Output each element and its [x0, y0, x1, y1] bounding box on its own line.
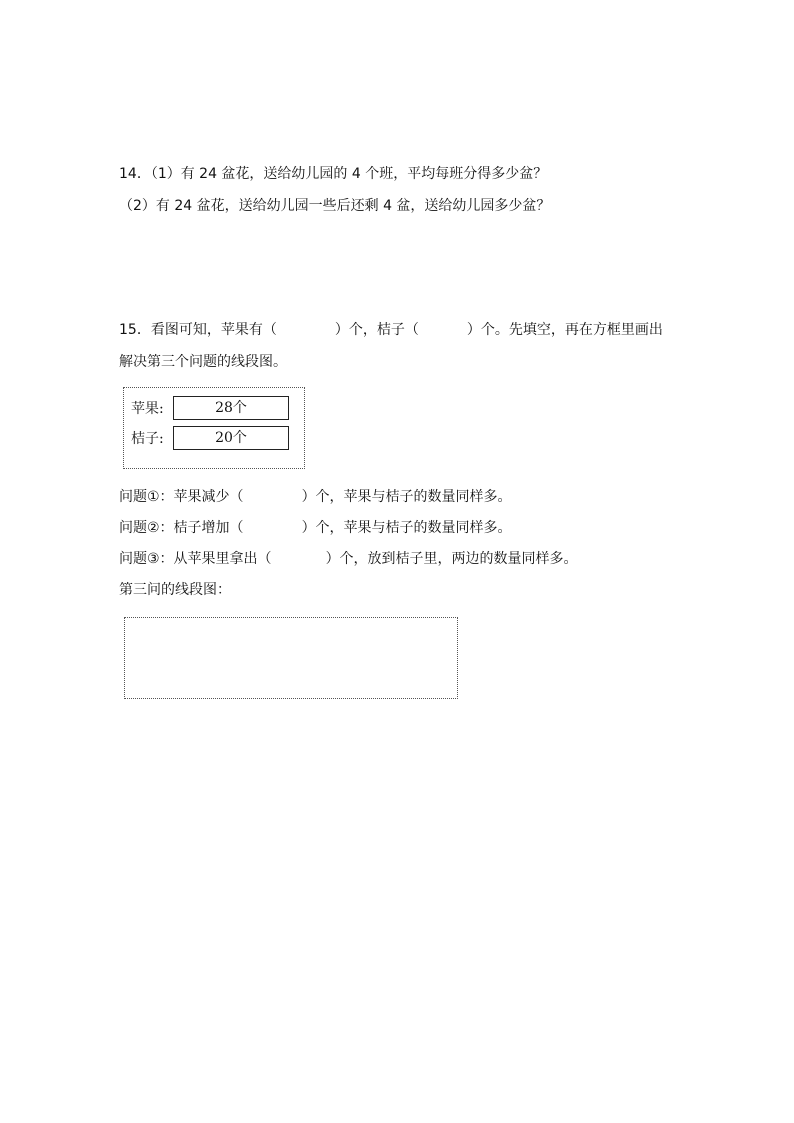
problem-1-text-b: ）个，苹果与桔子的数量同样多。	[301, 489, 512, 505]
problem-3	[119, 549, 578, 569]
problem-2-text-b: ）个，苹果与桔子的数量同样多。	[301, 520, 512, 536]
line-diagram-answer-box[interactable]	[124, 617, 458, 699]
question-15-line1	[119, 320, 663, 340]
q15-text-b: ）个，桔子（	[334, 322, 419, 338]
q15-text-a: 15．看图可知，苹果有（	[119, 322, 277, 338]
orange-bar: 20个	[173, 426, 289, 450]
apple-bar: 28个	[173, 396, 289, 420]
orange-label: 桔子:	[131, 431, 164, 447]
problem-1	[119, 487, 512, 507]
question-14-part2: （2）有 24 盆花，送给幼儿园一些后还剩 4 盆，送给幼儿园多少盆？	[119, 198, 551, 214]
problem-2-text-a: 问题②：桔子增加（	[119, 520, 244, 536]
problem-2	[119, 518, 512, 538]
q15-text-c: ）个。先填空，再在方框里画出	[466, 322, 663, 338]
apple-label: 苹果:	[131, 401, 164, 417]
problem-1-text-a: 问题①：苹果减少（	[119, 489, 244, 505]
question-15-line2: 解决第三个问题的线段图。	[119, 354, 287, 370]
answer-label: 第三问的线段图：	[119, 582, 231, 598]
question-14-part1: 14．（1）有 24 盆花，送给幼儿园的 4 个班，平均每班分得多少盆？	[119, 166, 548, 182]
problem-3-text-a: 问题③：从苹果里拿出（	[119, 551, 272, 567]
problem-3-text-b: ）个，放到桔子里，两边的数量同样多。	[325, 551, 578, 567]
